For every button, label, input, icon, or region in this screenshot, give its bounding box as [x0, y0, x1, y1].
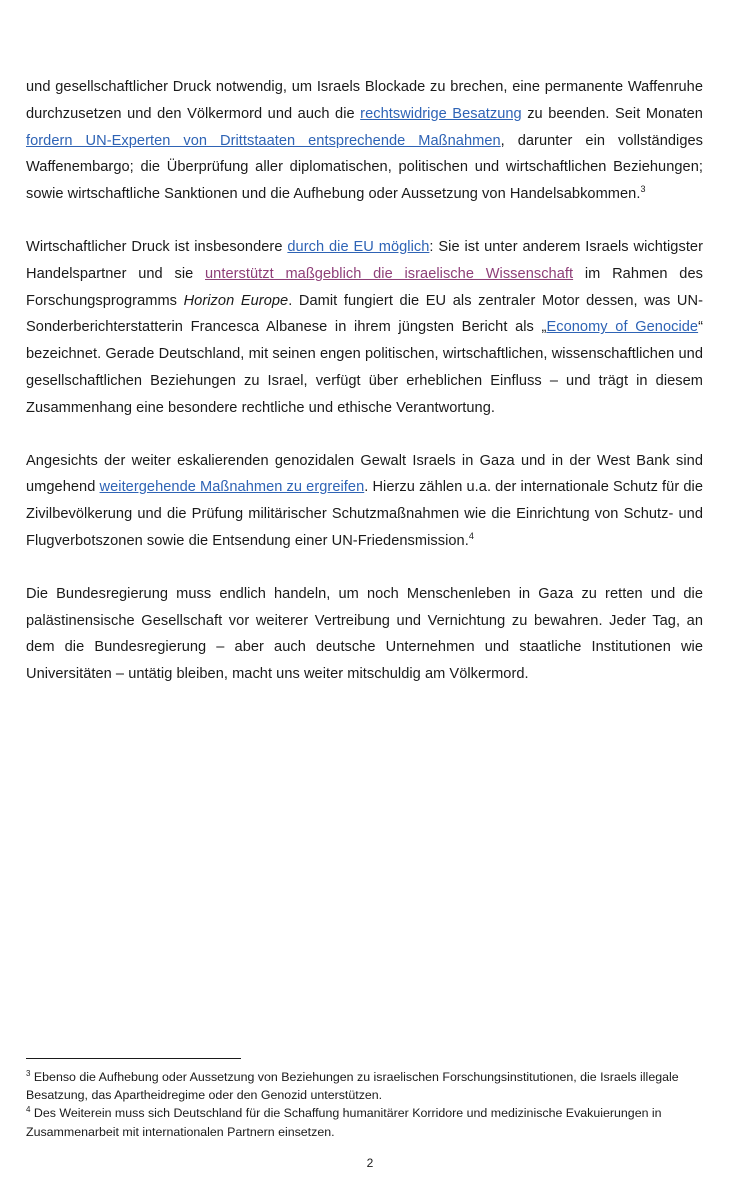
paragraph-text: : Sie ist unter anderem Israels wichtigster Handelspartner und sie — [26, 238, 703, 282]
footnotes — [26, 1068, 706, 1141]
paragraph-text: Wirtschaftlicher Druck ist insbesondere — [26, 238, 288, 255]
footnote-3 — [26, 1068, 706, 1104]
paragraph-text: . Damit fungiert die EU als zentraler Motor dessen, was UN-Sonderberichterstatterin Francesca Albanese in ihrem jüngsten Bericht als „ — [26, 292, 703, 336]
footnote-number: 3 — [26, 1068, 31, 1078]
link-durch-die-eu-moeglich[interactable]: durch die EU möglich — [287, 238, 430, 255]
paragraph-text: im Rahmen des Forschungsprogramms — [26, 265, 703, 309]
footnote-text: Des Weiterein muss sich Deutschland für die Schaffung humanitärer Korridore und medizinische Evakuierungen in Zusammenarbeit mit internationalen Partnern einsetzen. — [26, 1106, 662, 1139]
document-body — [26, 74, 703, 714]
page-number: 2 — [366, 1156, 374, 1170]
paragraph-text: zu beenden. Seit Monaten — [521, 105, 703, 122]
italic-horizon-europe: Horizon Europe — [183, 292, 289, 309]
paragraph-text: Angesichts der weiter eskalierenden genozidalen Gewalt Israels in Gaza und in der West Bank sind umgehend — [26, 452, 703, 496]
footnote-4 — [26, 1104, 706, 1140]
link-un-experten-massnahmen[interactable]: fordern UN-Experten von Drittstaaten entsprechende Maßnahmen — [26, 132, 501, 149]
paragraph-text: . Hierzu zählen u.a. der internationale Schutz für die Zivilbevölkerung und die Prüfung militärischer Schutzmaßnahmen wie die Einrichtung von Schutz- und Flugverbotszonen sowie die Entsendung einer UN-Friedensmission. — [26, 479, 703, 549]
footnote-ref-3[interactable]: 3 — [640, 184, 646, 195]
paragraph-text: Die Bundesregierung muss endlich handeln, um noch Menschenleben in Gaza zu retten und die palästinensische Gesellschaft vor weiterer Vertreibung und Vernichtung zu bewahren. Jeder Tag, an dem die Bundesregierung – aber auch deutsche Unternehmen und staatliche Institutionen wie Universitäten – untätig bleiben, macht uns weiter mitschuldig am Völkermord. — [26, 585, 703, 683]
footnote-text: Ebenso die Aufhebung oder Aussetzung von Beziehungen zu israelischen Forschungsinstitutionen, die Israels illegale Besatzung, das Apartheidregime oder den Genozid unterstützen. — [26, 1070, 679, 1103]
footnote-number: 4 — [26, 1105, 31, 1115]
paragraph-2 — [26, 234, 703, 422]
link-rechtswidrige-besatzung[interactable]: rechtswidrige Besatzung — [360, 105, 522, 122]
paragraph-1 — [26, 74, 703, 208]
footnote-divider — [26, 1058, 241, 1059]
paragraph-text: und gesellschaftlicher Druck notwendig, um Israels Blockade zu brechen, eine permanente Waffenruhe durchzusetzen und den Völkermord und auch die — [26, 79, 703, 122]
link-israelische-wissenschaft[interactable]: unterstützt maßgeblich die israelische Wissenschaft — [205, 265, 574, 282]
paragraph-text: , darunter ein vollständiges Waffenembargo; die Überprüfung aller diplomatischen, politischen und wirtschaftlichen Beziehungen; sowie wirtschaftliche Sanktionen und die Aufhebung oder Aussetzung von Handelsabkommen. — [26, 132, 703, 203]
paragraph-4 — [26, 581, 703, 688]
paragraph-text: “ bezeichnet. Gerade Deutschland, mit seinen engen politischen, wirtschaftlichen, wissenschaftlichen und gesellschaftlichen Beziehungen zu Israel, verfügt über erheblichen Einfluss – und trägt in diesem Zusammenhang eine besondere rechtliche und ethische Verantwortung. — [26, 319, 704, 416]
link-weitergehende-massnahmen[interactable]: weitergehende Maßnahmen zu ergreifen — [99, 479, 365, 496]
footnote-ref-4[interactable]: 4 — [468, 531, 474, 542]
link-economy-of-genocide[interactable]: Economy of Genocide — [546, 319, 699, 336]
paragraph-3 — [26, 448, 703, 555]
